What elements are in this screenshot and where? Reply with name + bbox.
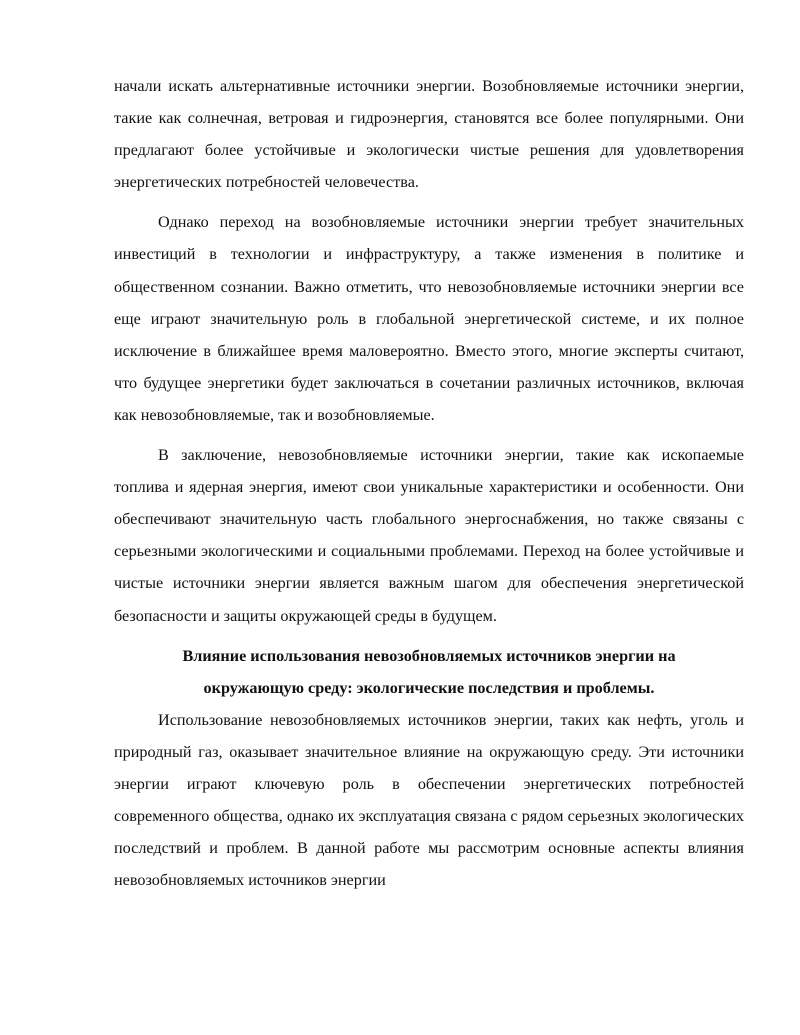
document-page	[114, 70, 744, 904]
paragraph-conclusion: В заключение, невозобновляемые источники энергии, такие как ископаемые топлива и ядерная энергия, имеют свои уникальные характеристики и особенности. Они обеспечивают значительную часть глобального энергоснабжения, но также связаны с серьезными экологическими и социальными проблемами. Переход на более устойчивые и чистые источники энергии является важным шагом для обеспечения энергетической безопасности и защиты окружающей среды в будущем.	[114, 446, 744, 625]
paragraph-transition: Однако переход на возобновляемые источники энергии требует значительных инвестиций в технологии и инфраструктуру, а также изменения в политике и общественном сознании. Важно отметить, что невозобновляемые источники энергии все еще играют значительную роль в глобальной энергетической системе, и их полное исключение в ближайшее время маловероятно. Вместо этого, многие эксперты считают, что будущее энергетики будет заключаться в сочетании различных источников, включая как невозобновляемые, так и возобновляемые.	[114, 213, 744, 424]
section-heading: Влияние использования невозобновляемых источников энергии на окружающую среду: экологические последствия и проблемы.	[182, 646, 676, 697]
section-heading-wrapper	[114, 640, 744, 704]
paragraph-section-intro: Использование невозобновляемых источников энергии, таких как нефть, уголь и природный газ, оказывает значительное влияние на окружающую среду. Эти источники энергии играют ключевую роль в обеспечении энергетических потребностей современного общества, однако их эксплуатация связана с рядом серьезных экологических последствий и проблем. В данной работе мы рассмотрим основные аспекты влияния невозобновляемых источников энергии	[114, 710, 744, 890]
paragraph-continuation: начали искать альтернативные источники энергии. Возобновляемые источники энергии, такие как солнечная, ветровая и гидроэнергия, становятся все более популярными. Они предлагают более устойчивые и экологически чистые решения для удовлетворения энергетических потребностей человечества.	[114, 77, 744, 192]
